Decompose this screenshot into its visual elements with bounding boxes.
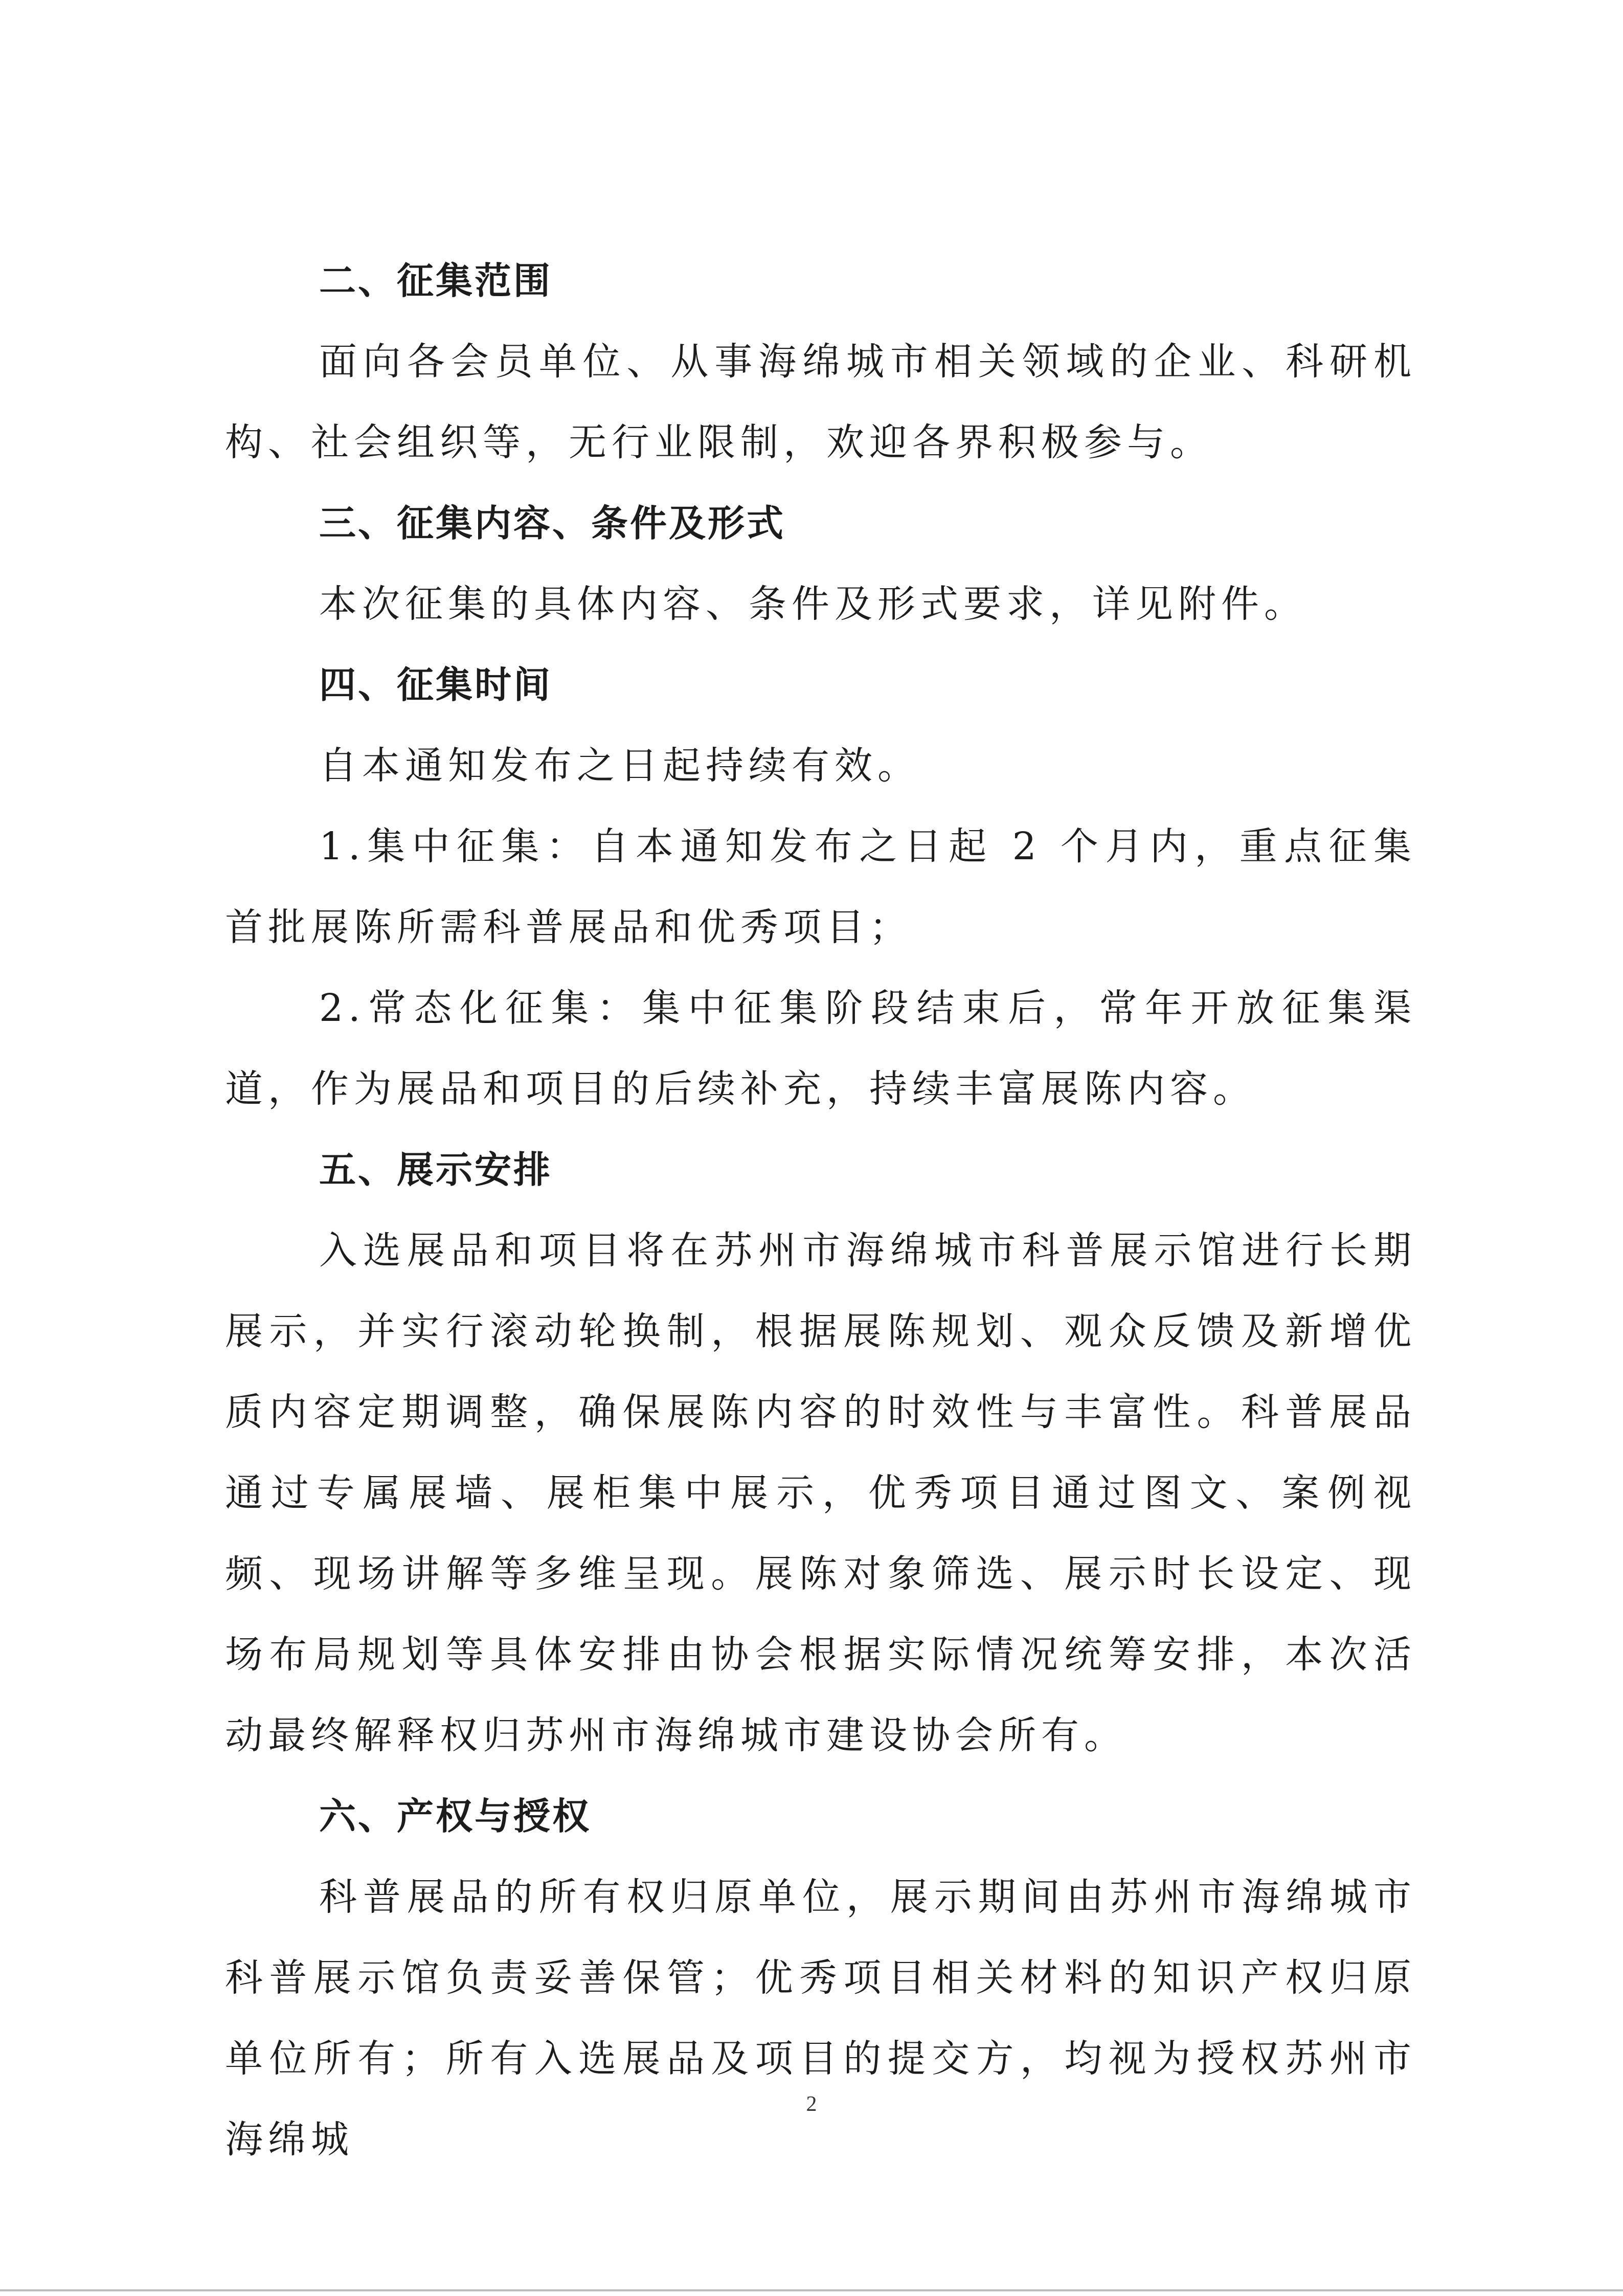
section-heading-scope: 二、征集范围 xyxy=(319,259,553,302)
paragraph-time-item-2: 2.常态化征集：集中征集阶段结束后，常年开放征集渠道，作为展品和项目的后续补充，持续丰富展陈内容。 xyxy=(225,986,1416,1111)
document-body xyxy=(225,240,1416,2180)
page-number: 2 xyxy=(806,2092,817,2116)
paragraph-display: 入选展品和项目将在苏州市海绵城市科普展示馆进行长期展示，并实行滚动轮换制，根据展陈规划、观众反馈及新增优质内容定期调整，确保展陈内容的时效性与丰富性。科普展品通过专属展墙、展柜集中展示，优秀项目通过图文、案例视频、现场讲解等多维呈现。展陈对象筛选、展示时长设定、现场布局规划等具体安排由协会根据实际情况统筹安排，本次活动最终解释权归苏州市海绵城市建设协会所有。 xyxy=(225,1229,1416,1757)
paragraph-rights: 科普展品的所有权归原单位，展示期间由苏州市海绵城市科普展示馆负责妥善保管；优秀项目相关材料的知识产权归原单位所有；所有入选展品及项目的提交方，均视为授权苏州市海绵城 xyxy=(225,1875,1416,2161)
section-heading-content: 三、征集内容、条件及形式 xyxy=(319,502,786,545)
paragraph-content: 本次征集的具体内容、条件及形式要求，详见附件。 xyxy=(319,582,1307,626)
section-heading-time: 四、征集时间 xyxy=(319,663,553,706)
paragraph-time-item-1: 1.集中征集：自本通知发布之日起 2 个月内，重点征集首批展陈所需科普展品和优秀项目； xyxy=(225,824,1416,949)
section-heading-rights: 六、产权与授权 xyxy=(319,1795,592,1838)
scan-edge-divider xyxy=(0,2289,1623,2291)
section-heading-display: 五、展示安排 xyxy=(319,1148,553,1191)
paragraph-time-intro: 自本通知发布之日起持续有效。 xyxy=(319,744,920,788)
paragraph-scope: 面向各会员单位、从事海绵城市相关领域的企业、科研机构、社会组织等，无行业限制，欢迎各界积极参与。 xyxy=(225,340,1416,464)
